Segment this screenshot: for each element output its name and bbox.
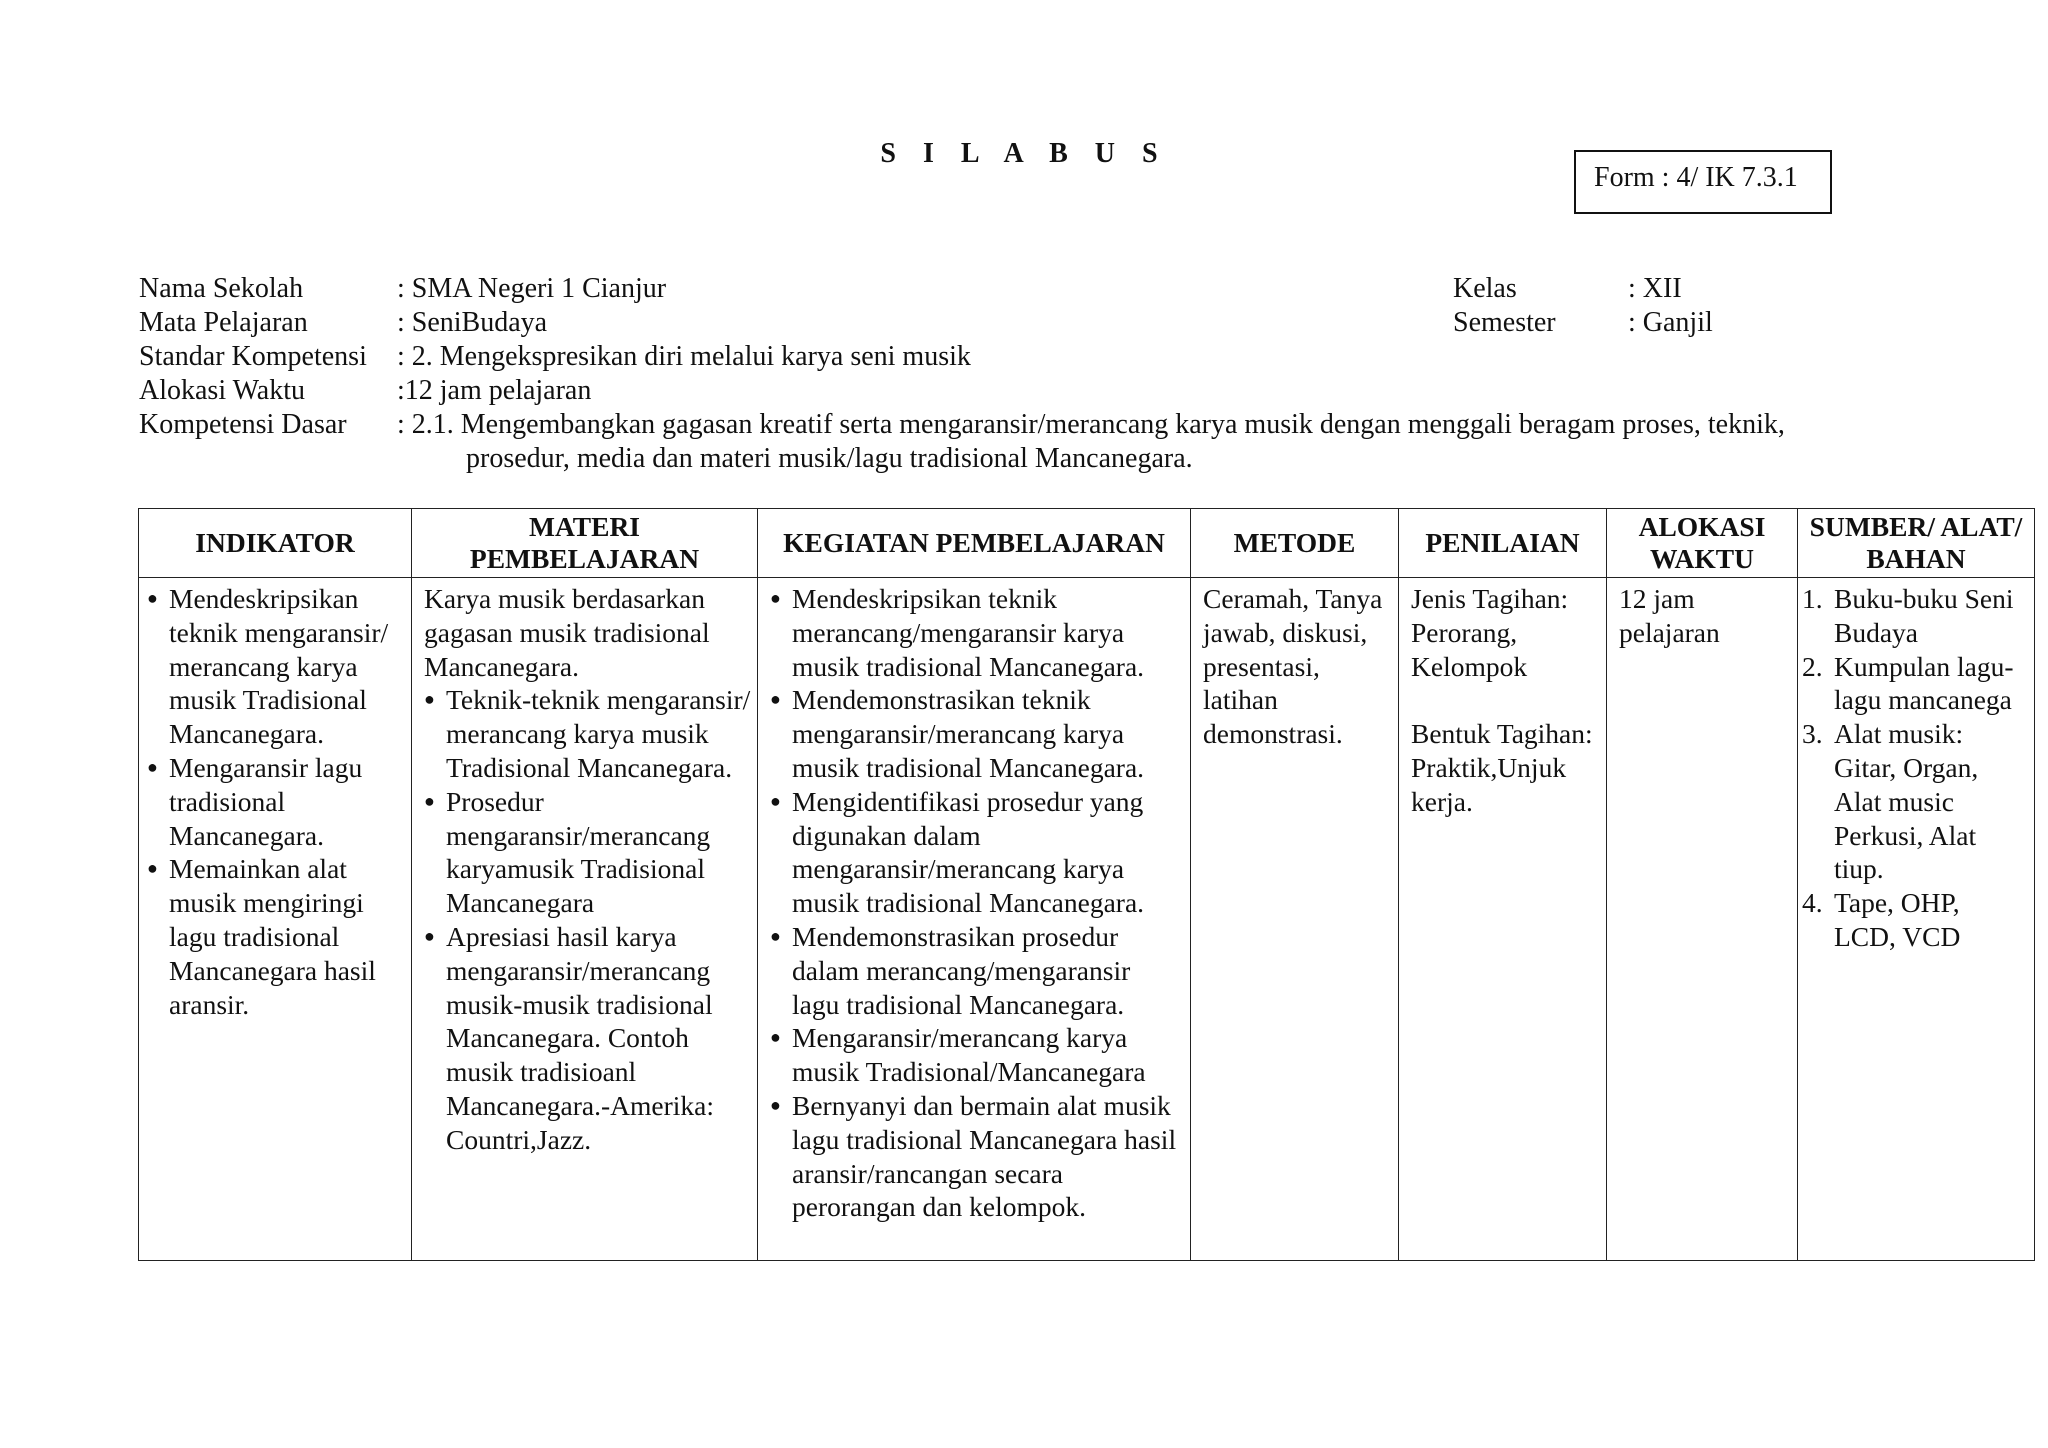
info-label: Standar Kompetensi — [139, 341, 367, 372]
list-item — [1802, 886, 2028, 954]
document-title: S I L A B U S — [880, 138, 1168, 169]
list-item — [1802, 717, 2028, 886]
penilaian-bentuk: Bentuk Tagihan: Praktik,Unjuk kerja. — [1411, 718, 1593, 817]
cell-alokasi — [1607, 578, 1798, 1261]
info-row-basic-competency-cont — [139, 442, 1785, 476]
list-item — [1802, 582, 2028, 650]
table-row — [139, 578, 2035, 1261]
list-item: ● Mendemonstrasikan prosedur dalam merancang/mengaransir lagu tradisional Mancanegara. — [770, 920, 1184, 1021]
info-value: : 2. Mengekspresikan diri melalui karya seni musik — [397, 341, 971, 372]
info-value: : SeniBudaya — [397, 307, 548, 338]
list-item: ● Mendeskripsikan teknik merancang/mengaransir karya musik tradisional Mancanegara. — [770, 582, 1184, 683]
header-penilaian: PENILAIAN — [1399, 509, 1607, 578]
list-text: Kumpulan lagu-lagu mancanega — [1834, 650, 2014, 716]
info-value: :12 jam pelajaran — [397, 375, 592, 406]
list-item: ● Memainkan alat musik mengiringi lagu tradisional Mancanegara hasil aransir. — [147, 852, 405, 1021]
info-row-basic-competency — [139, 408, 1785, 442]
alokasi-text: 12 jam pelajaran — [1619, 583, 1720, 648]
list-item — [1802, 650, 2028, 718]
form-number-box: Form : 4/ IK 7.3.1 — [1574, 150, 1832, 214]
metode-text: Ceramah, Tanya jawab, diskusi, presentasi, latihan demonstrasi. — [1203, 583, 1383, 750]
list-text: Alat musik: Gitar, Organ, Alat music Perkusi, Alat tiup. — [1834, 718, 1979, 885]
cell-sumber — [1798, 578, 2035, 1261]
header-indikator: INDIKATOR — [139, 509, 412, 578]
info-row-semester — [1453, 306, 1713, 340]
penilaian-jenis: Jenis Tagihan: Perorang, Kelompok — [1411, 583, 1569, 682]
cell-materi — [412, 578, 758, 1261]
list-number: 3. — [1802, 718, 1823, 750]
list-number: 1. — [1802, 583, 1823, 614]
header-kegiatan: KEGIATAN PEMBELAJARAN — [758, 509, 1191, 578]
info-value: : 2.1. Mengembangkan gagasan kreatif serta mengaransir/merancang karya musik dengan menggali beragam proses, teknik, — [397, 409, 1785, 440]
info-label: Kompetensi Dasar — [139, 409, 347, 440]
materi-intro: Karya musik berdasarkan gagasan musik tradisional Mancanegara. — [424, 583, 710, 682]
header-alokasi: ALOKASI WAKTU — [1607, 509, 1798, 578]
info-label: Mata Pelajaran — [139, 307, 308, 338]
list-number: 4. — [1802, 887, 1823, 919]
list-number: 2. — [1802, 650, 1823, 682]
header-metode: METODE — [1191, 509, 1399, 578]
list-item: ● Teknik-teknik mengaransir/ merancang karya musik Tradisional Mancanegara. — [424, 683, 751, 784]
info-label: Kelas — [1453, 273, 1517, 304]
info-value-continued: prosedur, media dan materi musik/lagu tradisional Mancanegara. — [466, 443, 1193, 474]
cell-penilaian — [1399, 578, 1607, 1261]
cell-indikator — [139, 578, 412, 1261]
info-label: Nama Sekolah — [139, 273, 304, 304]
cell-metode — [1191, 578, 1399, 1261]
info-label: Alokasi Waktu — [139, 375, 305, 406]
list-item: ● Mendeskripsikan teknik mengaransir/ merancang karya musik Tradisional Mancanegara. — [147, 582, 405, 751]
header-materi: MATERI PEMBELAJARAN — [412, 509, 758, 578]
info-value: : SMA Negeri 1 Cianjur — [397, 273, 667, 304]
list-item: ● Mendemonstrasikan teknik mengaransir/merancang karya musik tradisional Mancanegara. — [770, 683, 1184, 784]
info-value: : XII — [1628, 273, 1682, 304]
info-row-time-allocation — [139, 374, 1785, 408]
spacer — [1411, 683, 1600, 717]
syllabus-table — [138, 508, 2035, 1261]
list-item: ● Mengaransir/merancang karya musik Tradisional/Mancanegara — [770, 1021, 1184, 1089]
info-row-competency-standard — [139, 340, 1785, 374]
class-info — [1453, 272, 1713, 340]
list-item: ● Bernyanyi dan bermain alat musik lagu tradisional Mancanegara hasil aransir/rancangan secara perorangan dan kelompok. — [770, 1089, 1184, 1224]
list-item: ● Mengaransir lagu tradisional Mancanegara. — [147, 751, 405, 852]
list-text: Buku-buku Seni Budaya — [1834, 583, 2014, 648]
list-item: ● Prosedur mengaransir/merancang karyamusik Tradisional Mancanegara — [424, 785, 751, 920]
table-header-row — [139, 509, 2035, 578]
info-label: Semester — [1453, 307, 1556, 338]
list-item: ● Mengidentifikasi prosedur yang digunakan dalam mengaransir/merancang karya musik tradisional Mancanegara. — [770, 785, 1184, 920]
info-value: : Ganjil — [1628, 307, 1713, 338]
list-item: ● Apresiasi hasil karya mengaransir/merancang musik-musik tradisional Mancanegara. Contoh musik tradisioanl Mancanegara.-Amerika: Countri,Jazz. — [424, 920, 751, 1157]
info-row-class — [1453, 272, 1713, 306]
cell-kegiatan — [758, 578, 1191, 1261]
list-text: Tape, OHP, LCD, VCD — [1834, 887, 1961, 952]
header-sumber: SUMBER/ ALAT/ BAHAN — [1798, 509, 2035, 578]
